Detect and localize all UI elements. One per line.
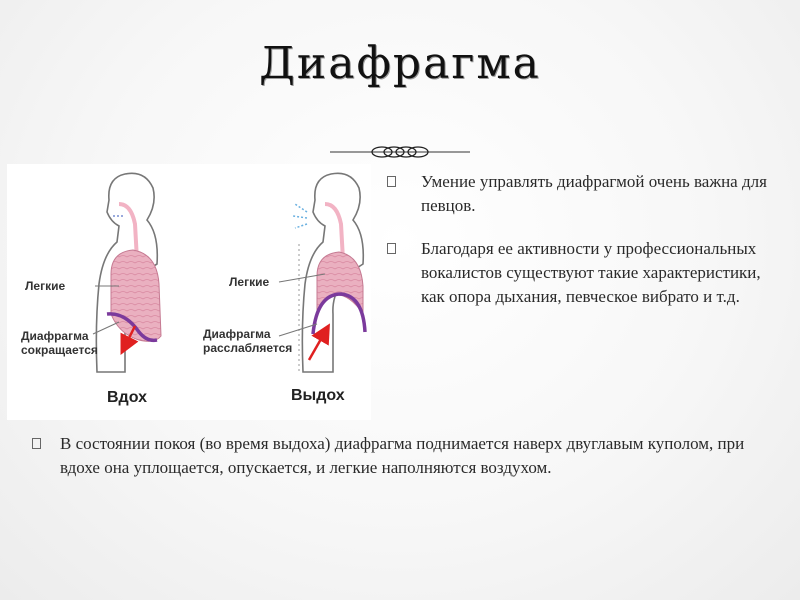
inhale-diaphragm-state: сокращается: [21, 343, 98, 357]
breathing-diagram: [7, 164, 371, 420]
bullet-list: [383, 170, 778, 328]
exhale-caption: Выдох: [291, 387, 345, 404]
bullet-item: [28, 432, 768, 480]
bullet-square-icon: [387, 243, 396, 254]
bullet-square-icon: [387, 176, 396, 187]
bottom-bullet-list: [28, 432, 768, 480]
bullet-item: [383, 237, 778, 309]
inhale-lungs-label: Легкие: [25, 279, 66, 293]
bullet-square-icon: [32, 438, 41, 449]
bullet-text: Благодаря ее активности у профессиональных вокалистов существуют такие характеристики, как опора дыхания, певческое вибрато и т.д.: [421, 239, 761, 306]
bullet-item: [383, 170, 778, 218]
exhale-figure: [203, 173, 365, 404]
inhale-figure: [21, 173, 161, 406]
exhale-diaphragm-label: Диафрагма: [203, 327, 271, 341]
bottom-paragraph: В состоянии покоя (во время выдоха) диафрагма поднимается наверх двуглавым куполом, при вдохе она уплощается, опускается, и легкие наполняются воздухом.: [60, 434, 745, 477]
ornament-divider-icon: [330, 143, 470, 161]
bullet-text: Умение управлять диафрагмой очень важна для певцов.: [421, 172, 767, 215]
exhale-diaphragm-state: расслабляется: [203, 341, 293, 355]
inhale-diaphragm-label: Диафрагма: [21, 329, 89, 343]
inhale-caption: Вдох: [107, 389, 147, 406]
exhale-lungs-label: Легкие: [229, 275, 270, 289]
slide-title: Диафрагма: [259, 38, 541, 89]
